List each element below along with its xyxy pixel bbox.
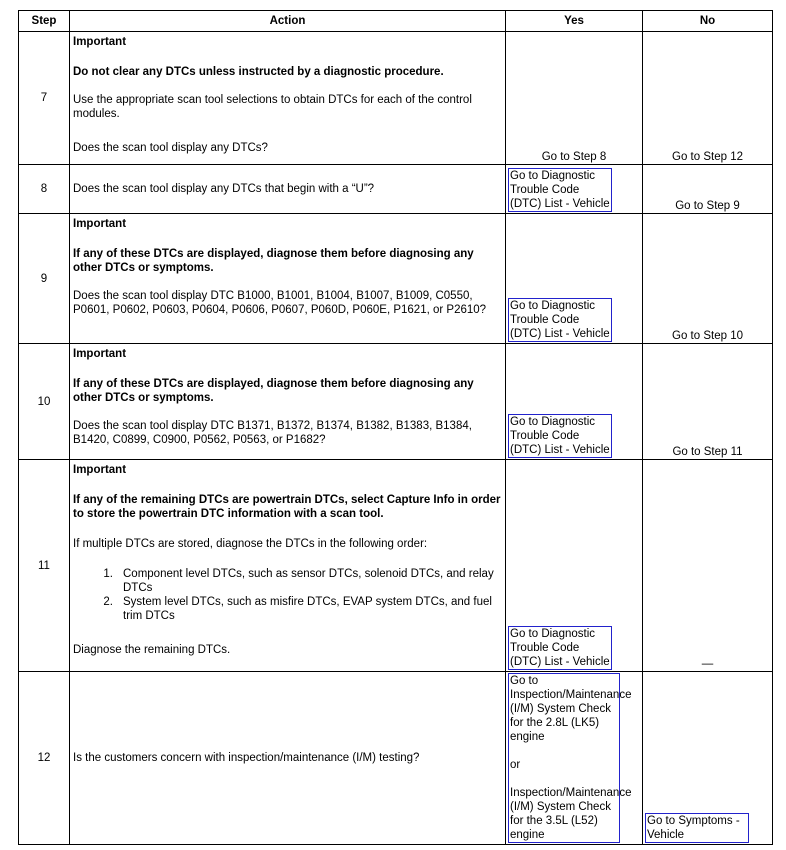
step-number: 11	[19, 460, 70, 672]
header-yes: Yes	[506, 11, 643, 32]
question-text: Is the customers concern with inspection/maintenance (I/M) testing?	[70, 672, 506, 845]
im-check-2-8l-text[interactable]: Go to Inspection/Maintenance (I/M) System Check for the 2.8L (LK5) engine	[510, 675, 632, 743]
diagnostic-table	[18, 10, 773, 845]
yes-cell[interactable]	[506, 32, 643, 165]
yes-cell	[506, 214, 643, 344]
step-number: 8	[19, 165, 70, 214]
question-text: Does the scan tool display DTC B1371, B1372, B1374, B1382, B1383, B1384, B1420, C0899, C0900, P0562, P0563, or P1682?	[73, 420, 472, 446]
table-row	[19, 32, 773, 165]
important-label: Important	[73, 464, 127, 476]
yes-cell	[506, 344, 643, 460]
header-row	[19, 11, 773, 32]
symptoms-link[interactable]: Go to Symptoms - Vehicle	[645, 813, 749, 843]
no-action[interactable]: Go to Step 9	[675, 200, 740, 212]
action-cell	[70, 460, 506, 672]
priority-list	[73, 567, 502, 623]
question-text: Does the scan tool display DTC B1000, B1001, B1004, B1007, B1009, C0550, P0601, P0602, P0603, P0604, P0606, P0607, P060D, P060E, P1621, or P2610?	[73, 290, 487, 316]
question-text: Does the scan tool display any DTCs?	[73, 142, 268, 154]
list-item	[73, 567, 502, 595]
important-note: If any of the remaining DTCs are powertrain DTCs, select Capture Info in order to store the powertrain DTC information with a scan tool.	[73, 494, 501, 520]
list-text: System level DTCs, such as misfire DTCs, EVAP system DTCs, and fuel trim DTCs	[123, 596, 492, 622]
no-cell[interactable]	[643, 165, 773, 214]
dtc-list-link[interactable]: Go to Diagnostic Trouble Code (DTC) List - Vehicle	[508, 298, 612, 342]
list-item	[73, 595, 502, 623]
action-cell	[70, 344, 506, 460]
no-action[interactable]: Go to Step 12	[672, 151, 743, 163]
dtc-list-link[interactable]: Go to Diagnostic Trouble Code (DTC) List - Vehicle	[508, 414, 612, 458]
important-label: Important	[73, 348, 127, 360]
no-cell[interactable]	[643, 344, 773, 460]
dtc-list-link[interactable]: Go to Diagnostic Trouble Code (DTC) List - Vehicle	[508, 626, 612, 670]
question-text: Diagnose the remaining DTCs.	[73, 644, 231, 656]
list-text: Component level DTCs, such as sensor DTCs, solenoid DTCs, and relay DTCs	[123, 568, 494, 594]
im-check-link[interactable]	[508, 673, 632, 843]
no-action: —	[701, 658, 714, 670]
action-cell	[70, 32, 506, 165]
important-note: If any of these DTCs are displayed, diagnose them before diagnosing any other DTCs or symptoms.	[73, 378, 474, 404]
im-check-3-5l-text[interactable]: Inspection/Maintenance (I/M) System Check for the 3.5L (L52) engine	[510, 787, 632, 841]
table-row	[19, 460, 773, 672]
list-number: 1.	[103, 568, 113, 580]
instruction-text: If multiple DTCs are stored, diagnose the DTCs in the following order:	[73, 538, 428, 550]
important-label: Important	[73, 218, 127, 230]
table-row	[19, 165, 773, 214]
no-action[interactable]: Go to Step 11	[672, 446, 743, 458]
no-cell	[643, 460, 773, 672]
instruction-text: Use the appropriate scan tool selections to obtain DTCs for each of the control modules.	[73, 94, 472, 120]
important-note: If any of these DTCs are displayed, diagnose them before diagnosing any other DTCs or symptoms.	[73, 248, 474, 274]
header-action: Action	[70, 11, 506, 32]
yes-cell	[506, 460, 643, 672]
header-no: No	[643, 11, 773, 32]
yes-action[interactable]: Go to Step 8	[541, 151, 607, 163]
or-text: or	[510, 759, 521, 771]
table-row	[19, 214, 773, 344]
no-cell	[643, 672, 773, 845]
no-action[interactable]: Go to Step 10	[672, 330, 743, 342]
yes-cell	[506, 165, 643, 214]
list-number: 2.	[103, 596, 113, 608]
no-cell[interactable]	[643, 214, 773, 344]
table-row	[19, 672, 773, 845]
step-number: 9	[19, 214, 70, 344]
yes-cell	[506, 672, 643, 845]
important-label: Important	[73, 36, 127, 48]
step-number: 10	[19, 344, 70, 460]
dtc-list-link[interactable]: Go to Diagnostic Trouble Code (DTC) List - Vehicle	[508, 168, 612, 212]
no-cell[interactable]	[643, 32, 773, 165]
step-number: 12	[19, 672, 70, 845]
question-text: Does the scan tool display any DTCs that begin with a “U”?	[70, 165, 506, 214]
action-cell	[70, 214, 506, 344]
table-row	[19, 344, 773, 460]
step-number: 7	[19, 32, 70, 165]
header-step: Step	[19, 11, 70, 32]
important-note: Do not clear any DTCs unless instructed by a diagnostic procedure.	[73, 66, 444, 78]
